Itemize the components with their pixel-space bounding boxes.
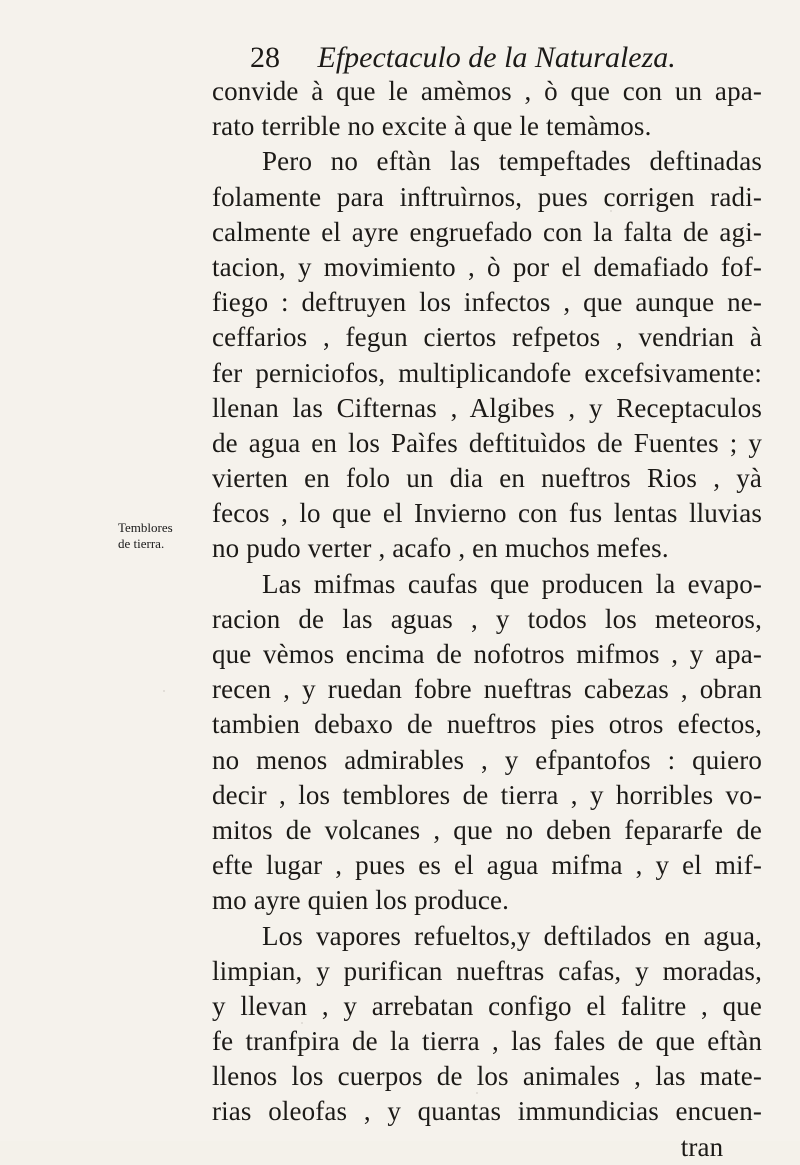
text-line: limpian, y purifican nueftras cafas, y moradas, xyxy=(212,955,762,986)
text-line: vierten en folo un dia en nueftros Rios , yà xyxy=(212,463,762,494)
text-line: fecos , lo que el Invierno con fus lentas lluvias xyxy=(212,498,762,529)
page-number: 28 xyxy=(250,41,280,74)
text-line: llenan las Cifternas , Algibes , y Receptaculos xyxy=(212,392,762,423)
text-line: de agua en los Paìfes deftituìdos de Fuentes ; y xyxy=(212,427,762,458)
text-line: llenos los cuerpos de los animales , las mate- xyxy=(212,1061,762,1092)
text-line: convide à que le amèmos , ò que con un apa- xyxy=(212,76,762,106)
text-line: fe tranfpira de la tierra , las fales de que eftàn xyxy=(212,1026,762,1057)
catchword-line xyxy=(212,1130,762,1165)
text-line: mitos de volcanes , que no deben fepararfe de xyxy=(212,814,762,845)
catchword: tran xyxy=(680,1131,724,1162)
text-line: folamente para inftruìrnos, pues corrigen radi- xyxy=(212,181,762,212)
text-line: rias oleofas , y quantas immundicias encuen- xyxy=(212,1096,762,1127)
running-title: Efpectaculo de la Naturaleza. xyxy=(317,41,676,74)
text-line: racion de las aguas , y todos los meteoros, xyxy=(212,603,762,634)
text-line: decir , los temblores de tierra , y horribles vo- xyxy=(212,779,762,810)
margin-note-line: Temblores xyxy=(118,520,173,535)
paper-speck xyxy=(163,690,165,692)
text-line: que vèmos encima de nofotros mifmos , y apa- xyxy=(212,639,762,669)
text-line: tacion, y movimiento , ò por el demafiado fof- xyxy=(212,251,762,282)
text-line: mo ayre quien los produce. xyxy=(212,885,510,916)
text-line: y llevan , y arrebatan configo el falitre , que xyxy=(212,990,762,1021)
margin-note xyxy=(118,520,208,552)
text-line: Las mifmas caufas que producen la evapo- xyxy=(262,568,762,599)
text-line: fiego : deftruyen los infectos , que aunque ne- xyxy=(212,287,762,318)
text-line: ceffarios , fegun ciertos refpetos , vendrian à xyxy=(212,322,762,353)
text-line: recen , y ruedan fobre nueftras cabezas , obran xyxy=(212,674,762,705)
text-line: fer perniciofos, multiplicandofe excefsivamente: xyxy=(212,357,762,388)
text-line: Los vapores refueltos,y deftilados en agua, xyxy=(262,920,762,951)
text-line: calmente el ayre engruefado con la falta de agi- xyxy=(212,216,762,247)
text-line: no pudo verter , acafo , en muchos mefes. xyxy=(212,533,669,564)
text-line: Pero no eftàn las tempeftades deftinadas xyxy=(262,146,762,177)
text-line: tambien debaxo de nueftros pies otros efectos, xyxy=(212,709,762,740)
text-line: efte lugar , pues es el agua mifma , y el mif- xyxy=(212,850,762,881)
text-line: rato terrible no excite à que le temàmos. xyxy=(212,111,652,142)
body-text xyxy=(212,74,762,1162)
margin-note-line: de tierra. xyxy=(118,536,165,551)
text-line: no menos admirables , y efpantofos : quiero xyxy=(212,744,762,775)
